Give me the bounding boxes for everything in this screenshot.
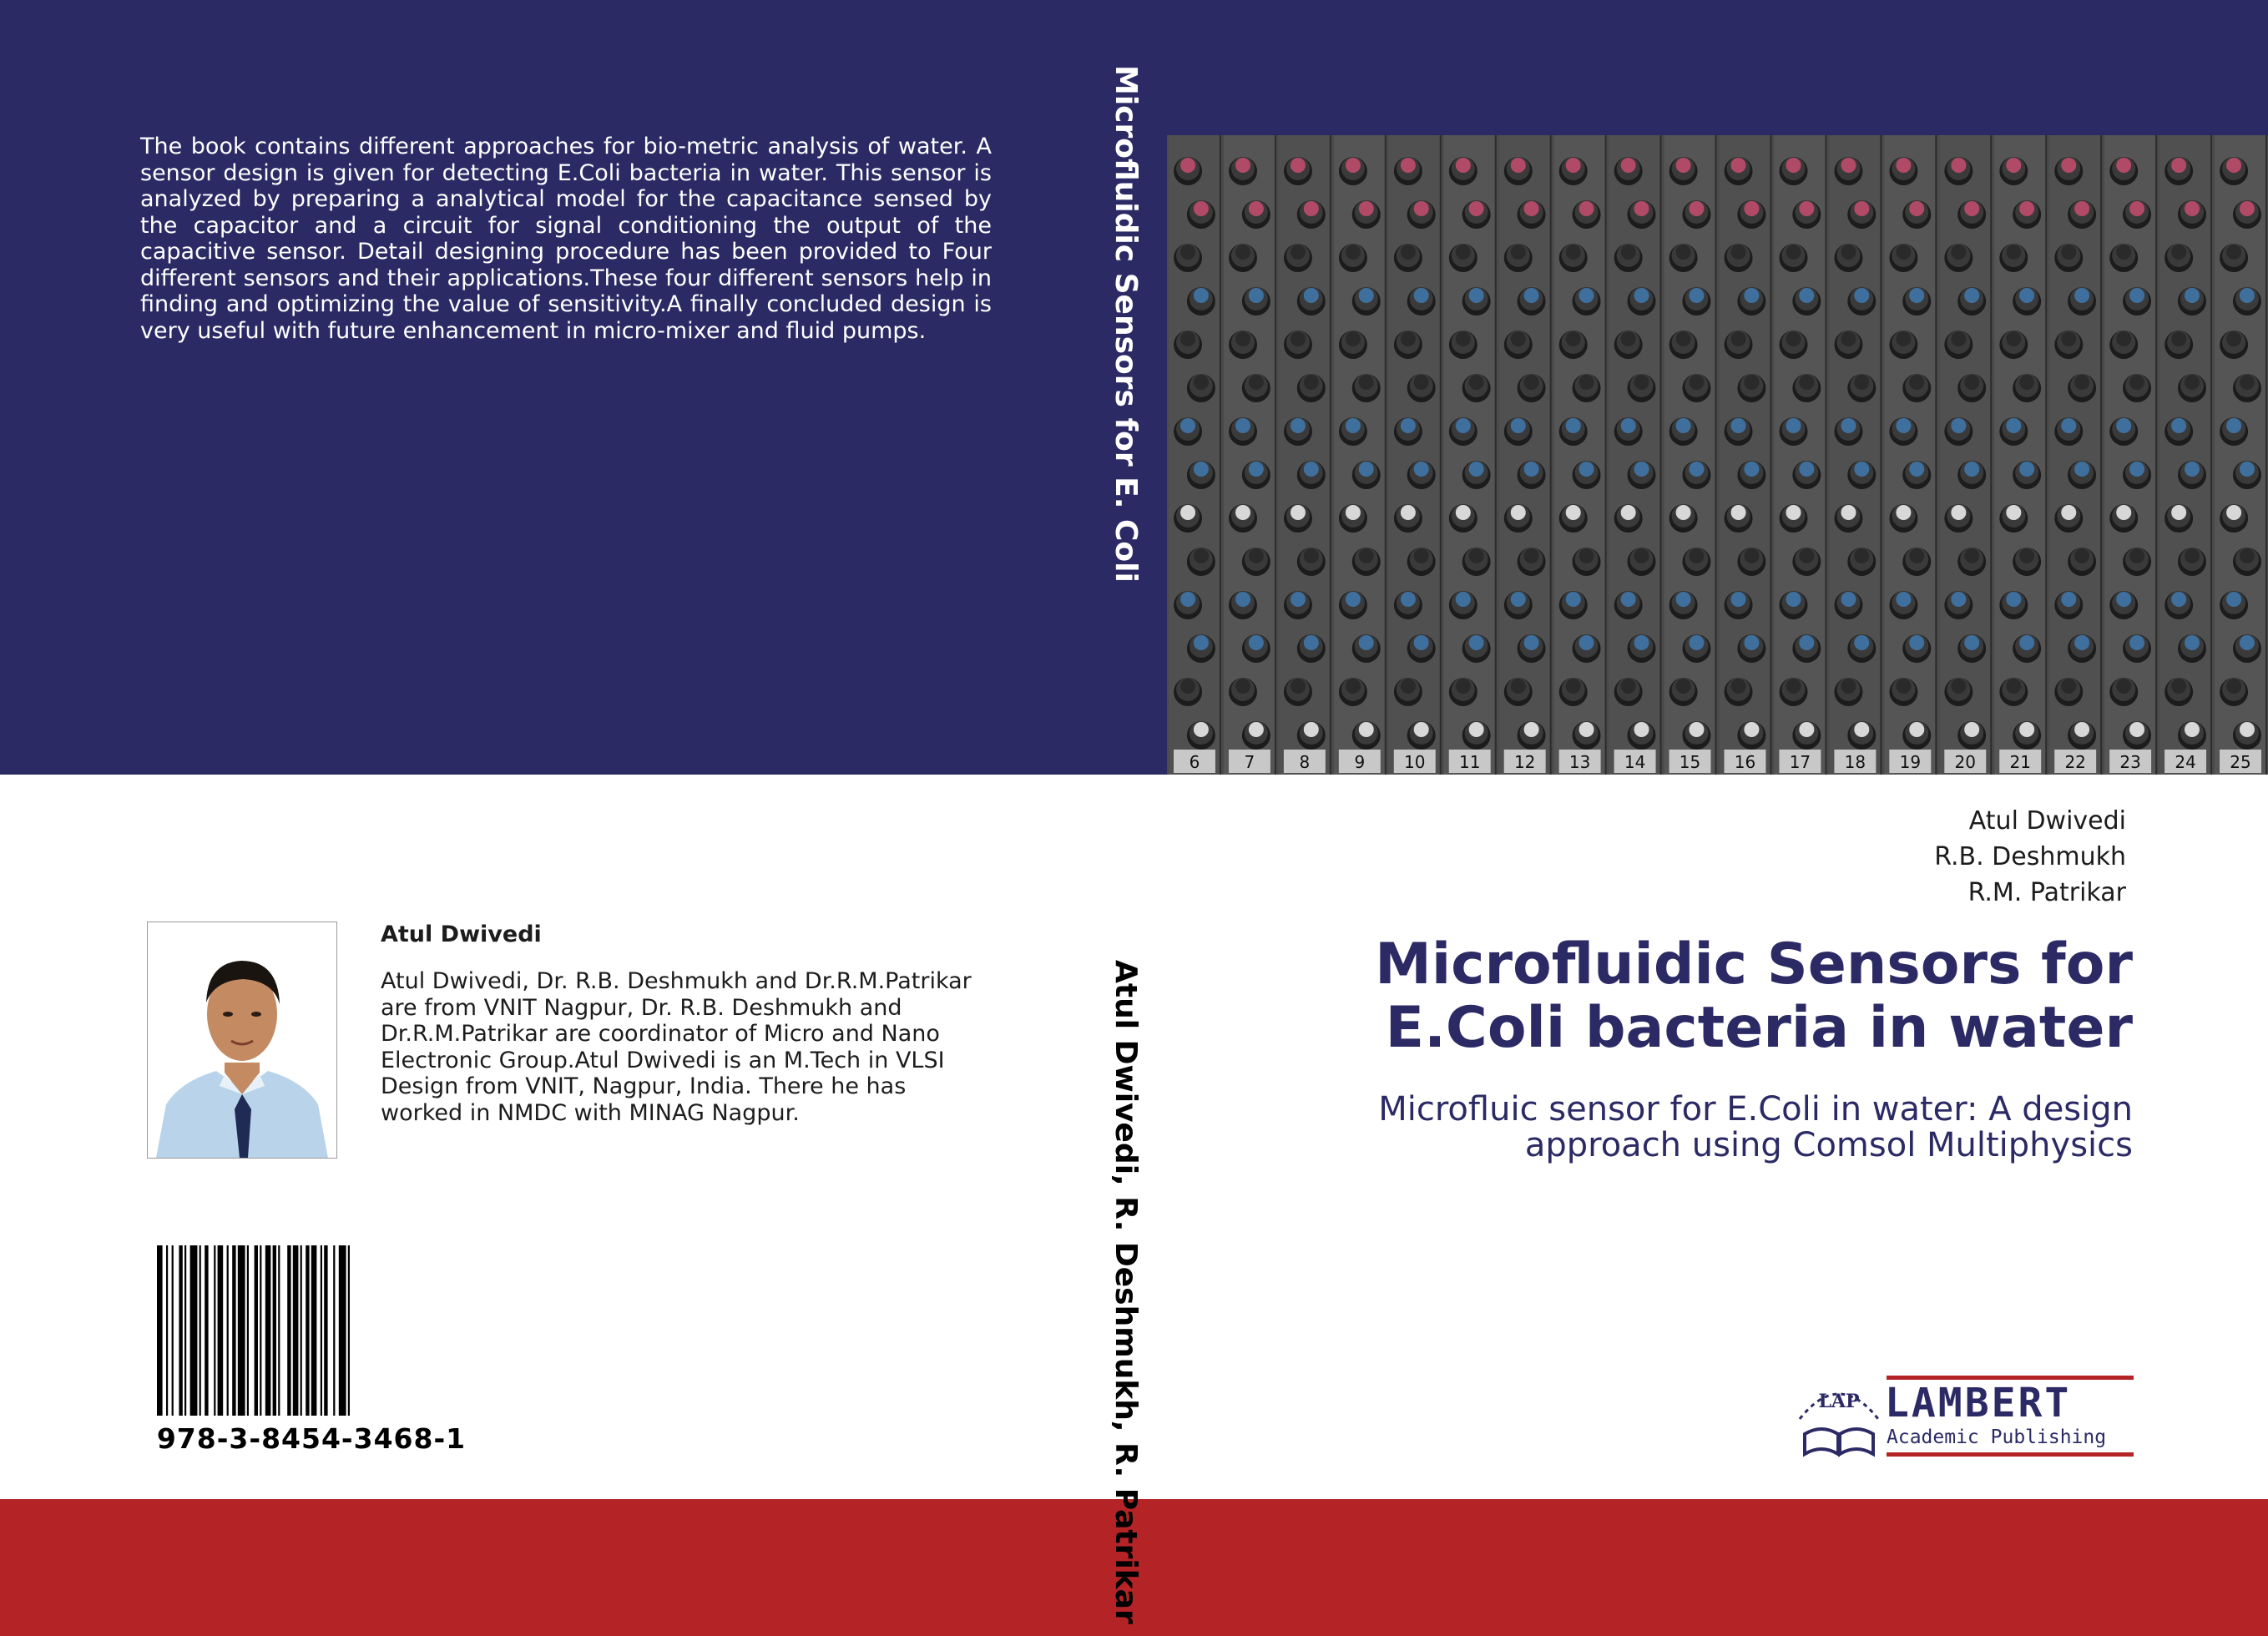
mixer-channel-number: 17: [1789, 752, 1811, 772]
mixing-console-photo: [1167, 135, 2268, 775]
mixing-console-image: [1167, 135, 2268, 775]
publisher-logo: [1793, 1374, 2144, 1466]
barcode-icon: [155, 1245, 467, 1416]
mixer-channel-number: 20: [1954, 752, 1977, 772]
mixer-channel-number: 10: [1404, 752, 1426, 772]
mixer-channel-number: 11: [1458, 752, 1481, 772]
book-subtitle: Microfluic sensor for E.Coli in water: A design approach using Comsol Multiphysics: [1378, 1090, 2133, 1164]
publisher-tagline: Academic Publishing: [1887, 1426, 2107, 1448]
mixer-channel-number: 12: [1513, 752, 1536, 772]
spine-title: [1100, 65, 1150, 733]
publisher-emblem-text: LAP: [1818, 1391, 1860, 1412]
author-bio-text: Atul Dwivedi, Dr. R.B. Deshmukh and Dr.R.M.Patrikar are from VNIT Nagpur, Dr. R.B. Deshmukh and Dr.R.M.Patrikar are coordinator of Micro and Nano Electronic Group.Atul Dwivedi is an M.Tech in VLSI Design from VNIT, Nagpur, India. There he has worked in NMDC with MINAG Nagpur.: [381, 968, 972, 1126]
mixer-channel-number: 18: [1844, 752, 1866, 772]
mixer-channel-number: 9: [1354, 752, 1366, 772]
mixer-channel-number: 19: [1899, 752, 1922, 772]
mixer-channel-number: 15: [1679, 752, 1701, 772]
book-title: Microfluidic Sensors for E.Coli bacteria in water: [1375, 932, 2133, 1061]
spine-authors: [1100, 960, 1150, 1624]
front-author-1: Atul Dwivedi: [1968, 806, 2126, 836]
mixer-channel-number: 24: [2175, 752, 2196, 772]
mixer-channel-number: 25: [2230, 752, 2251, 772]
author-bio-heading: Atul Dwivedi: [381, 922, 542, 947]
author-portrait-image: [148, 922, 336, 1158]
mixer-channel-number: 14: [1624, 752, 1646, 772]
mixer-channel-number: 21: [2009, 752, 2031, 772]
spine-authors-text: Atul Dwivedi, R. Deshmukh, R. Patrikar: [1109, 960, 1143, 1624]
mixer-channel-number: 13: [1568, 752, 1591, 772]
mixer-channel-number: 7: [1244, 752, 1255, 772]
spine-title-text: Microfluidic Sensors for E. Coli: [1109, 65, 1143, 583]
mixer-channel-number: 8: [1299, 752, 1311, 772]
front-author-3: R.M. Patrikar: [1967, 878, 2126, 907]
open-book-icon: [1793, 1374, 1885, 1466]
front-authors: [1934, 803, 2126, 911]
mixer-channel-number: 22: [2064, 752, 2086, 772]
author-portrait: [147, 922, 337, 1159]
mixer-channel-number: 23: [2119, 752, 2141, 772]
publisher-name: LAMBERT: [1885, 1380, 2072, 1426]
front-author-2: R.B. Deshmukh: [1934, 842, 2126, 871]
isbn-number: 978-3-8454-3468-1: [156, 1422, 467, 1455]
mixer-channel-number: 6: [1189, 752, 1200, 772]
logo-bottom-rule: [1887, 1452, 2134, 1457]
mixer-channel-number: 16: [1734, 752, 1756, 772]
back-cover-blurb: The book contains different approaches for bio-metric analysis of water. A sensor design is given for detecting E.Coli bacteria in water. This sensor is analyzed by preparing a analytical model for the capacitance sensed by the capacitor and a circuit for signal conditioning the output of the capacitive sensor. Detail designing procedure has been provided to Four different sensors and their applications.These four different sensors help in finding and optimizing the value of sensitivity.A finally concluded design is very useful with future enhancement in micro-mixer and fluid pumps.: [140, 134, 992, 344]
